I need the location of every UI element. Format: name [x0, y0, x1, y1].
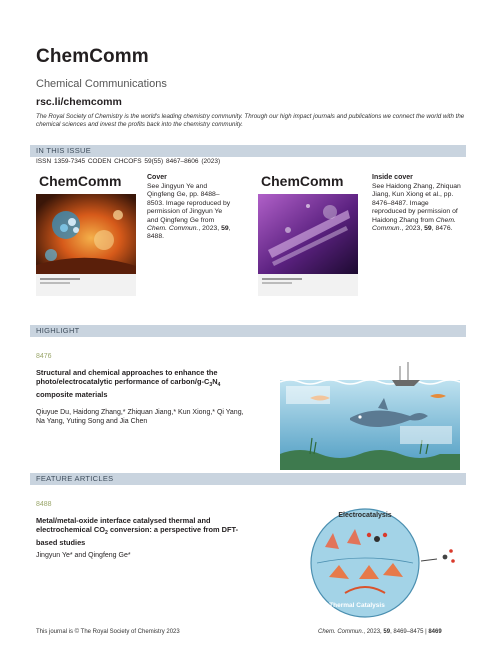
feature-articles-bar	[30, 473, 466, 485]
highlight-graphical-abstract	[280, 358, 460, 470]
catalysis-illustration	[295, 503, 465, 621]
feature-graphical-abstract	[295, 503, 465, 621]
feature-authors: Jingyun Ye* and Qingfeng Ge*	[36, 552, 131, 559]
highlight-authors: Qiuyue Du, Haidong Zhang,* Zhiquan Jiang,* Kun Xiong,* Qi Yang, Na Yang, Yuting Song and Jia Chen	[36, 409, 244, 425]
feature-page-number[interactable]: 8488	[36, 501, 52, 508]
issn-line: ISSN 1359-7345 CODEN CHCOFS 59(55) 8467–8606 (2023)	[36, 158, 221, 165]
inside-cover-image[interactable]	[258, 170, 358, 296]
footer-citation: Chem. Commun., 2023, 59, 8469–8475 | 8469	[318, 629, 442, 635]
footer-copyright: This journal is © The Royal Society of Chemistry 2023	[36, 629, 180, 635]
inside-cover-label: Inside cover	[372, 174, 413, 181]
cover-description: See Jingyun Ye and Qingfeng Ge, pp. 8488–8503. Image reproduced by permission of Jingyun Ye and Qingfeng Ge from Chem. Commun., 2023, 59, 8488.	[147, 183, 231, 241]
in-this-issue-heading: IN THIS ISSUE	[36, 146, 92, 155]
journal-description: The Royal Society of Chemistry is the world's leading chemistry community. Through our high impact journals and publications we connect the world with the chemical sciences and invest the profits back into the chemistry community.	[36, 113, 465, 129]
highlight-heading: HIGHLIGHT	[36, 326, 80, 335]
highlight-page-number[interactable]: 8476	[36, 353, 52, 360]
feature-articles-heading: FEATURE ARTICLES	[36, 474, 114, 483]
cover-journal-name: ChemComm	[39, 173, 122, 189]
journal-subtitle: Chemical Communications	[36, 78, 167, 90]
cover-image[interactable]	[36, 170, 136, 296]
journal-url-link[interactable]: rsc.li/chemcomm	[36, 96, 122, 108]
cover-label: Cover	[147, 174, 167, 181]
ocean-illustration	[280, 358, 460, 470]
highlight-bar	[30, 325, 466, 337]
thermal-catalysis-label: Thermal Catalysis	[329, 602, 385, 609]
electrocatalysis-label: Electrocatalysis	[338, 512, 392, 519]
feature-article-title[interactable]: Metal/metal-oxide interface catalysed thermal and electrochemical $CO_2$ conversion: a perspective from DFT-based studies	[36, 516, 239, 548]
inside-cover-description: See Haidong Zhang, Zhiquan Jiang, Kun Xiong et al., pp. 8476–8487. Image reproduced by permission of Haidong Zhang from Chem. Commun., 2023, 59, 8476.	[372, 183, 461, 233]
journal-title: ChemComm	[36, 46, 149, 67]
inside-cover-journal-name: ChemComm	[261, 173, 344, 189]
highlight-article-title[interactable]: Structural and chemical approaches to enhance the photo/electrocatalytic performance of carbon/$g-C_3N_4$ composite materials	[36, 368, 221, 400]
in-this-issue-bar	[30, 145, 466, 157]
